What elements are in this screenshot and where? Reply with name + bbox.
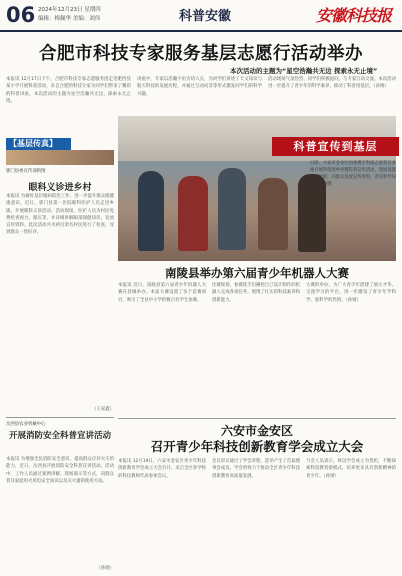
left-photo xyxy=(6,150,114,165)
photo-figure xyxy=(138,171,164,251)
article1-body: 本报讯 为做好基层眼病防治工作，进一步提升群众眼健康意识，近日，郭门县第一医院眼科医护人员走进乡镇，开展眼科义诊活动。活动现场，医护人员为村民免费检查视力、眼压等，并详细讲解眼部保健知识，发放宣传资料。此次活动共为两百余名村民进行了检查，受到群众一致好评。 xyxy=(6,194,114,236)
divider xyxy=(118,418,396,419)
masthead-rule xyxy=(0,30,402,32)
story2-col2: 比赛现场，参赛选手们操控自己设计制作的机器人完成各项任务，展现了扎实的科技素养和创新能力。 xyxy=(212,283,300,303)
photo-figure xyxy=(258,178,288,250)
article2-lead: 岳西县农业机械中心 xyxy=(6,422,46,427)
article2-author: （孙晓） xyxy=(96,566,114,571)
editor-line: 编辑：梅佩华 美编：刘伟 xyxy=(38,16,101,22)
date-line: 2024年12月23日 星期四 xyxy=(38,7,101,13)
article2-title: 开展消防安全科普宣讲活动 xyxy=(8,431,111,441)
story3-headline-line1: 六安市金安区 xyxy=(220,424,293,438)
main-article-col2: 讲座中，专家以浩瀚宇宙为切入点，为同学们讲述了天文知识与航天科技的发展历程，并通过互动问答等形式激发同学们的科学兴趣。 xyxy=(137,77,262,97)
article1-author: （王家鑫） xyxy=(92,407,114,412)
story3-col2: 会议审议通过了学会章程，选举产生了首届理事会成员。学会将致力于推动全区青少年科技创新教育高质量发展。 xyxy=(212,459,300,479)
photo-figure xyxy=(218,168,246,250)
main-article-col1: 本报讯 12月17日下午，合肥市科技专家志愿服务团走进肥西县某小学开展科普活动，来自合肥的科技专家为同学们带来了精彩的科普讲座，本次活动的主题为星空浩瀚共无边，探索永无止境。 xyxy=(6,77,131,104)
newspaper-logo: 安徽科技报 xyxy=(316,6,392,25)
main-headline: 合肥市科技专家服务基层志愿行活动举办 xyxy=(39,44,363,64)
left-column xyxy=(6,100,114,150)
section-title: 科普安徽 xyxy=(178,9,231,24)
section-tag: 【基层传真】 xyxy=(6,138,71,150)
page-number: 06 xyxy=(6,3,36,27)
article2-body: 本报讯 为增强全民消防安全意识，提高群众应对火灾的能力，近日，岳西县开展消防安全科普宣讲活动。活动中，工作人员通过案例讲解、现场演示等方式，向群众普及家庭用火用电安全知识以及灭火器的使用方法。 xyxy=(6,457,114,484)
photo-figure xyxy=(178,176,208,251)
article1-title: 眼科义诊进乡村 xyxy=(28,183,92,193)
feature-caption: 日前，六安市金安区团委携手科技志愿者在多地开展科技进乡村暨科普宣传活动，现场设置科普展板，向群众发放宣传资料，普及科学知识。王明摄 xyxy=(310,161,396,187)
feature-ribbon: 科普宣传到基层 xyxy=(272,137,399,156)
divider xyxy=(6,417,114,418)
story2-col3: 大赛的举办，为广大青少年搭建了展示才华、交流学习的平台，进一步激发了青少年学科学、爱科学的热情。（孙婧） xyxy=(306,283,396,303)
story3-col3: 与会人员表示，将以学会成立为契机，不断探索科技教育新模式，培养更多具有创新精神的青少年。（孙婧） xyxy=(306,459,396,479)
story3-headline-line2: 召开青少年科技创新教育学会成立大会 xyxy=(150,439,364,454)
story2-col1: 本报讯 近日，南陵县第六届青少年机器人大赛在县城举办。本届大赛设置了多个竞赛项目，吸引了全县中小学的数百名学生参赛。 xyxy=(118,283,206,303)
photo-caption: 郭门县委宣传部供图 xyxy=(6,169,46,174)
story3-col1: 本报讯 12月19日，六安市金安区青少年科技创新教育学会成立大会召开，来自全区各学校的科技教师代表参加会议。 xyxy=(118,459,206,479)
story2-headline: 南陵县举办第六届青少年机器人大赛 xyxy=(165,266,349,280)
masthead xyxy=(0,0,402,36)
main-subhead: 本次活动的主题为“星空浩瀚共无边 探索永无止境” xyxy=(230,67,378,75)
main-article-col3: 活动现场气氛热烈，同学们积极提问，与专家互动交流。本次活动进一步提升了青少年的科学素养，推动了科普进基层。（孙婧） xyxy=(268,77,396,90)
